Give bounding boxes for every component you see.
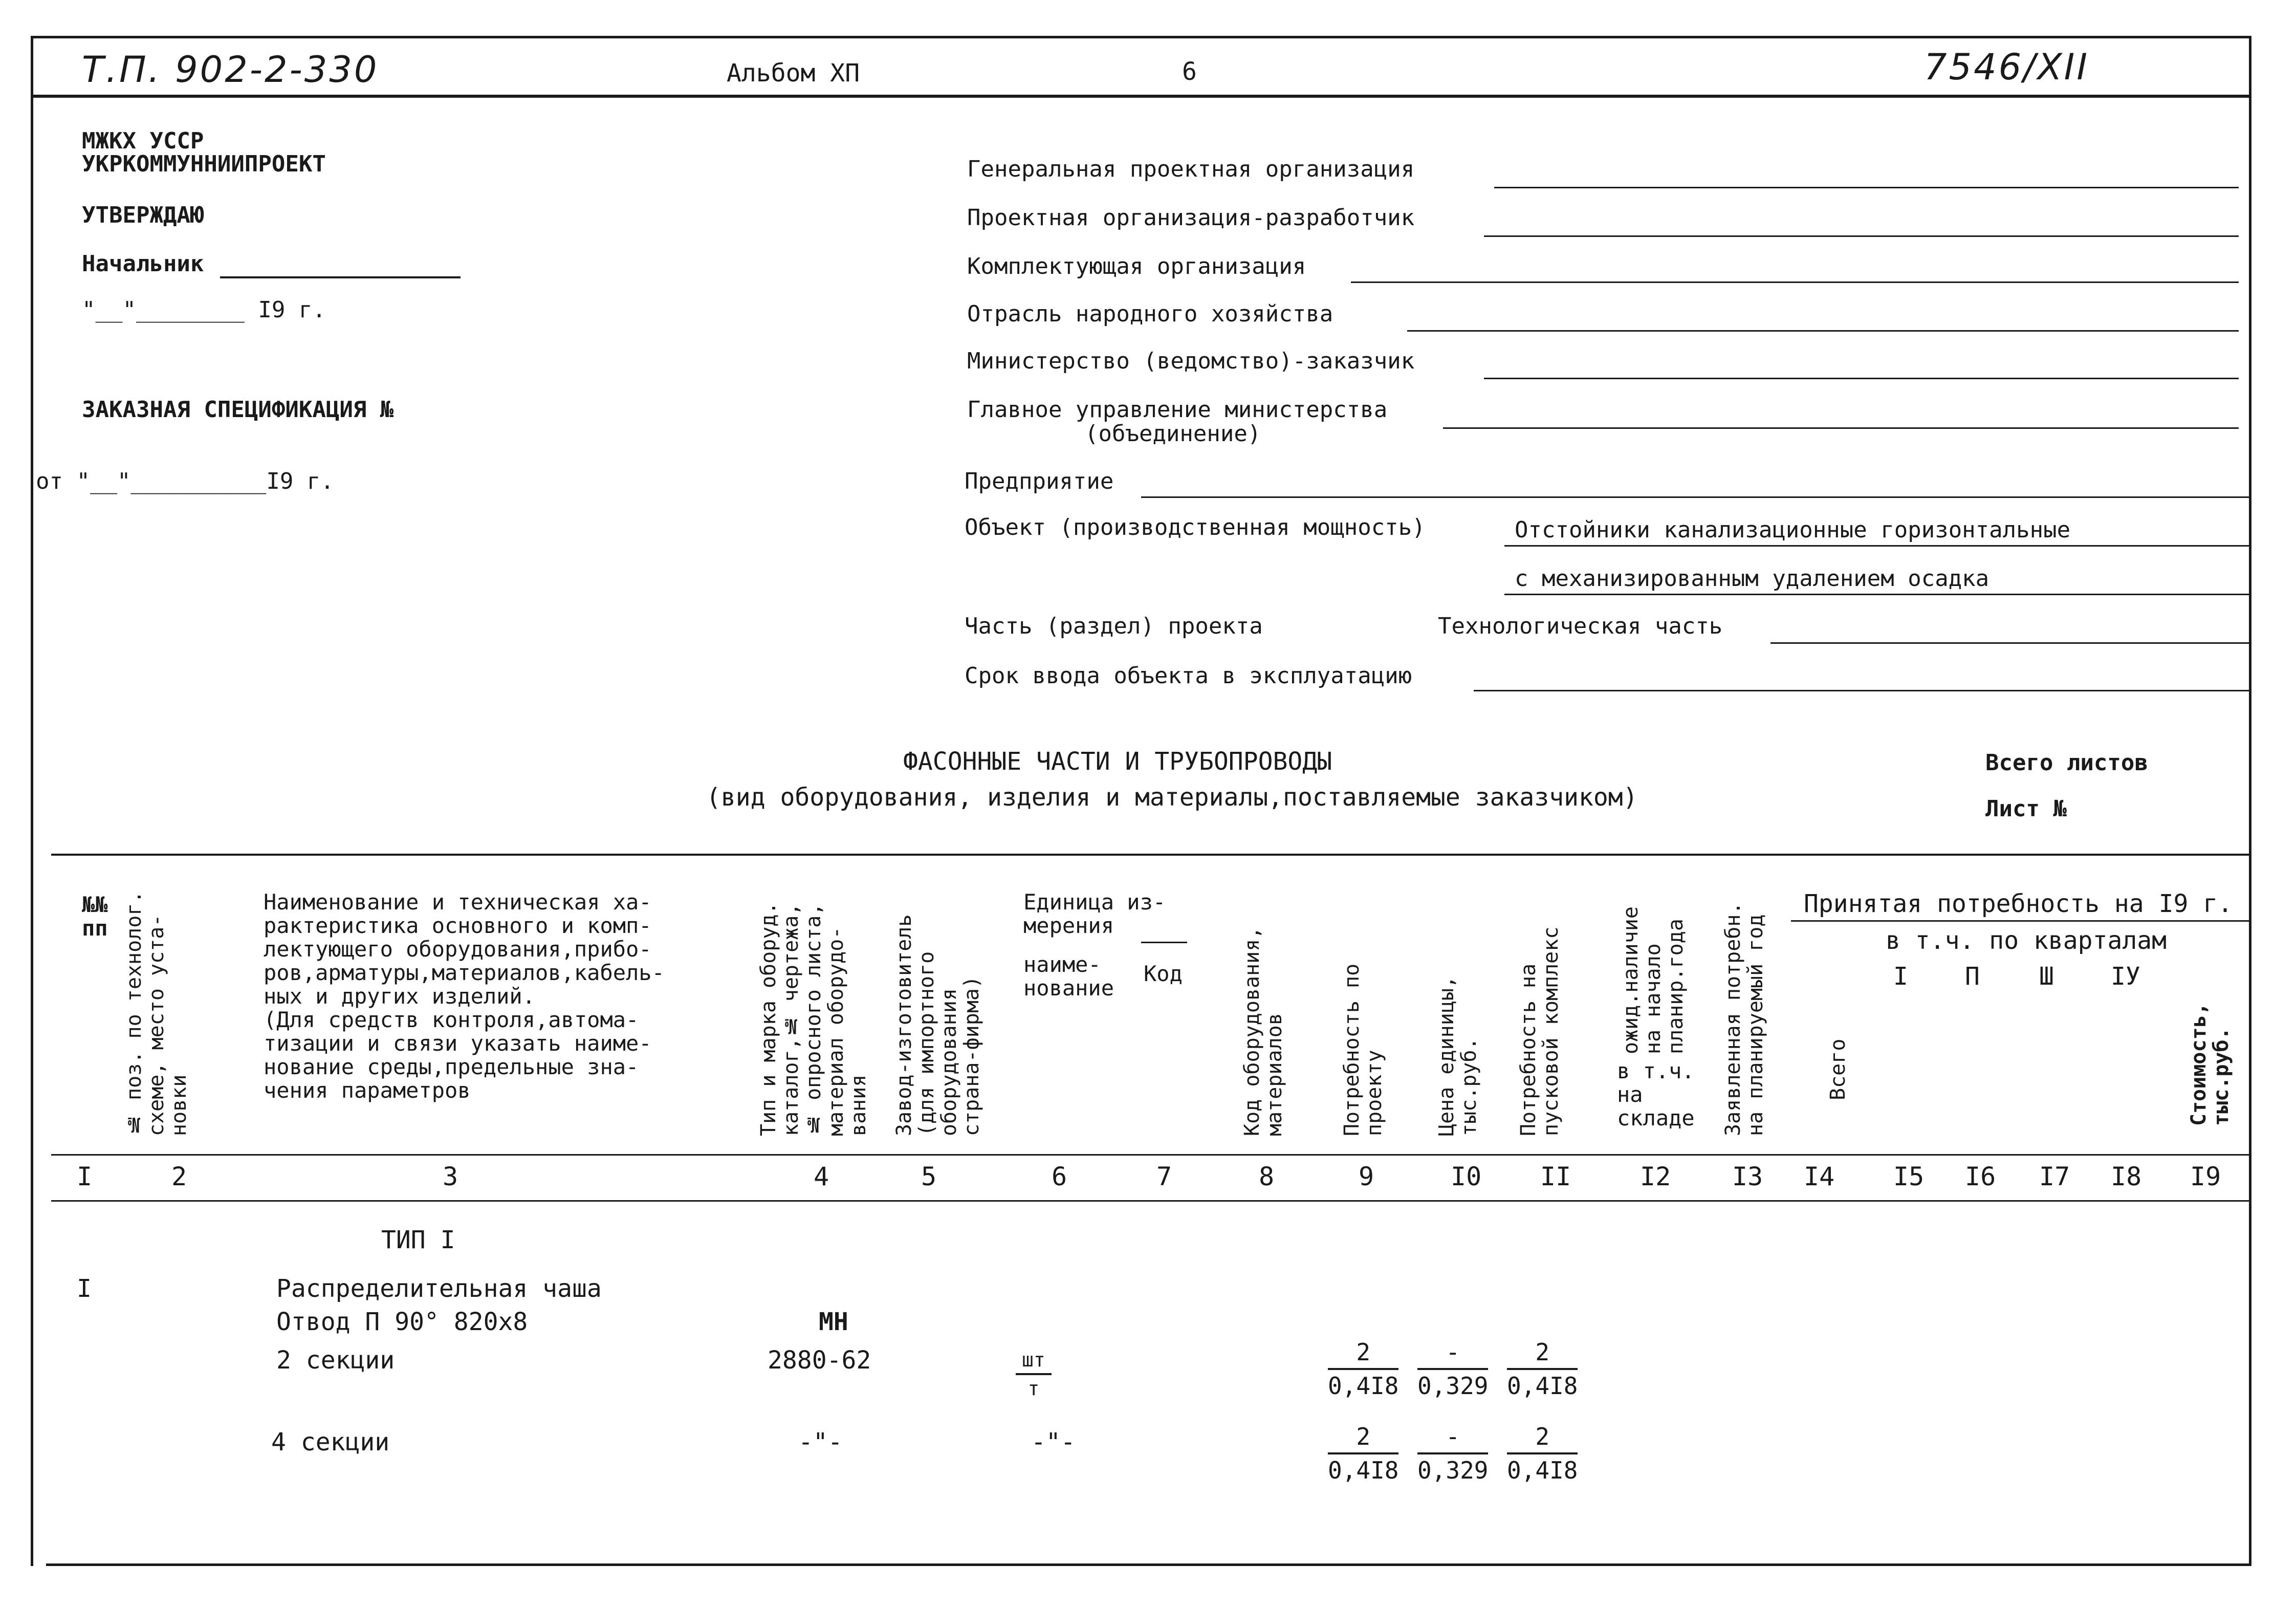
unit-den: т bbox=[1027, 1377, 1040, 1400]
kit-org-line bbox=[1351, 281, 2239, 283]
row-number: I bbox=[77, 1274, 92, 1303]
quarter-3-header: Ш bbox=[2039, 962, 2054, 991]
frac-den: 0,4I8 bbox=[1507, 1372, 1578, 1400]
frac-num: - bbox=[1417, 1423, 1488, 1454]
spec-title: ФАСОННЫЕ ЧАСТИ И ТРУБОПРОВОДЫ bbox=[903, 747, 1332, 776]
frac-num: - bbox=[1417, 1338, 1488, 1370]
row-startup-need bbox=[1507, 1338, 1578, 1400]
quarter-2-header: П bbox=[1965, 962, 1980, 991]
unit-num: шт bbox=[1016, 1349, 1052, 1375]
org-institute: УКРКОММУННИИПРОЕКТ bbox=[82, 151, 326, 177]
col-number: I8 bbox=[2111, 1162, 2142, 1191]
ministry-label: Министерство (ведомство)-заказчик bbox=[967, 348, 1415, 374]
quarter-4-header: IУ bbox=[2111, 962, 2140, 991]
row-name: 4 секции bbox=[271, 1428, 390, 1457]
part-line bbox=[1770, 642, 2249, 644]
col-in-warehouse-header: в т.ч. на складе bbox=[1617, 1058, 1695, 1131]
col-equipment-code-header: Код оборудования, материалов bbox=[1240, 926, 1286, 1136]
col-number: I6 bbox=[1965, 1162, 1996, 1191]
frac-den: 0,329 bbox=[1417, 1372, 1489, 1400]
frac-den: 0,4I8 bbox=[1507, 1457, 1578, 1484]
col-number: I9 bbox=[2190, 1162, 2221, 1191]
row-name: 2 секции bbox=[276, 1346, 395, 1375]
col-number: 5 bbox=[921, 1162, 937, 1191]
row-price bbox=[1417, 1423, 1488, 1484]
order-date: от "__"__________I9 г. bbox=[36, 468, 334, 494]
col-startup-need-header: Потребность на пусковой комплекс bbox=[1517, 926, 1563, 1136]
col-number: I bbox=[77, 1162, 93, 1191]
frame-top2 bbox=[31, 95, 2251, 98]
row-project-need bbox=[1328, 1338, 1398, 1400]
frame-top bbox=[31, 36, 2251, 38]
dev-org-line bbox=[1484, 235, 2239, 237]
sub-item-name: Отвод П 90° 820х8 bbox=[276, 1308, 528, 1336]
col-number: I0 bbox=[1451, 1162, 1482, 1191]
main-dept-label2: (объединение) bbox=[1085, 421, 1261, 447]
quarters-header: в т.ч. по кварталам bbox=[1886, 926, 2167, 955]
total-sheets: Всего листов bbox=[1985, 750, 2148, 776]
deadline-label: Срок ввода объекта в эксплуатацию bbox=[965, 663, 1412, 689]
chief-label: Начальник bbox=[82, 251, 204, 277]
col-number: I7 bbox=[2039, 1162, 2070, 1191]
type-label: ТИП I bbox=[381, 1226, 455, 1254]
col-unit-header: Единица из- мерения bbox=[1023, 889, 1166, 938]
main-dept-line bbox=[1443, 427, 2239, 429]
row-mark: 2880-62 bbox=[768, 1346, 871, 1375]
chief-signature-line bbox=[220, 276, 461, 278]
frac-num: 2 bbox=[1328, 1423, 1398, 1454]
branch-line bbox=[1407, 330, 2239, 332]
part-label: Часть (раздел) проекта bbox=[965, 613, 1263, 639]
object-line-2 bbox=[1504, 594, 2249, 595]
frame-bottom bbox=[46, 1563, 2251, 1566]
col-type-header: Тип и марка оборуд. каталог,№ чертежа, № опросного листа, материал оборудо- вания bbox=[757, 902, 870, 1136]
col-unit-name-header: наиме- нование bbox=[1023, 952, 1114, 1001]
object-value-1: Отстойники канализационные горизонтальные bbox=[1515, 517, 2071, 543]
approve-label: УТВЕРЖДАЮ bbox=[82, 202, 204, 228]
col-name-header: Наименование и техническая ха- рактеристика основного и комп- лектующего оборудования,прибо- ров,арматуры,материалов,кабель- ных и других изделий. (Для средств контроля,автома- тизации и связи указать наиме- нование среды,предельные зна- чения параметров bbox=[264, 889, 665, 1103]
row-price bbox=[1417, 1338, 1488, 1400]
item-name: Распределительная чаша bbox=[276, 1274, 602, 1303]
col-number: 2 bbox=[171, 1162, 187, 1191]
general-org-label: Генеральная проектная организация bbox=[967, 156, 1415, 182]
row-unit: -"- bbox=[1031, 1428, 1076, 1457]
col-price-header: Цена единицы, тыс.руб. bbox=[1435, 975, 1481, 1136]
accepted-need-header: Принятая потребность на I9 г. bbox=[1804, 889, 2233, 918]
col-number: I2 bbox=[1640, 1162, 1671, 1191]
object-line-1 bbox=[1504, 545, 2249, 547]
col-number: I4 bbox=[1804, 1162, 1835, 1191]
col-declared-need-header: Заявленная потребн. на планируемый год bbox=[1721, 902, 1767, 1136]
frac-den: 0,4I8 bbox=[1328, 1372, 1399, 1400]
frame-right bbox=[2249, 36, 2251, 1566]
col-unit-code-header: Код bbox=[1144, 961, 1183, 986]
object-value-2: с механизированным удалением осадка bbox=[1515, 566, 1989, 592]
approve-date: "__"________ I9 г. bbox=[82, 297, 326, 323]
general-org-line bbox=[1494, 187, 2239, 188]
unit-underline bbox=[1141, 942, 1187, 943]
col-expected-stock-header: ожид.наличие на начало планир.года bbox=[1619, 906, 1688, 1054]
col-number: I5 bbox=[1893, 1162, 1925, 1191]
sheet-number: Лист № bbox=[1985, 796, 2067, 822]
col-manufacturer-header: Завод-изготовитель (для импортного оборудования страна-фирма) bbox=[892, 914, 983, 1136]
part-value: Технологическая часть bbox=[1438, 613, 1723, 639]
accepted-underline bbox=[1791, 920, 2251, 922]
col-number: 3 bbox=[443, 1162, 458, 1191]
page-number: 6 bbox=[1182, 57, 1197, 86]
quarter-1-header: I bbox=[1893, 962, 1908, 991]
dev-org-label: Проектная организация-разработчик bbox=[967, 205, 1415, 231]
frac-num: 2 bbox=[1328, 1338, 1398, 1370]
branch-label: Отрасль народного хозяйства bbox=[967, 301, 1333, 327]
deadline-line bbox=[1474, 690, 2249, 691]
header-bottom-line bbox=[51, 1154, 2251, 1156]
album-label: Альбом ХП bbox=[727, 59, 860, 88]
row-startup-need bbox=[1507, 1423, 1578, 1484]
colnum-bottom-line bbox=[51, 1200, 2251, 1202]
table-top-line bbox=[51, 854, 2251, 856]
frac-den: 0,4I8 bbox=[1328, 1457, 1399, 1484]
col-pp-header: №№ пп bbox=[82, 892, 108, 941]
frac-num: 2 bbox=[1507, 1338, 1578, 1370]
frac-num: 2 bbox=[1507, 1423, 1578, 1454]
row-project-need bbox=[1328, 1423, 1398, 1484]
row-unit bbox=[1016, 1349, 1052, 1400]
row-mark: -"- bbox=[798, 1428, 843, 1457]
main-dept-label: Главное управление министерства bbox=[967, 397, 1388, 423]
col-number: II bbox=[1540, 1162, 1571, 1191]
doc-code: 7546/ХІІ bbox=[1924, 46, 2089, 88]
ministry-line bbox=[1484, 378, 2239, 379]
col-number: 4 bbox=[814, 1162, 829, 1191]
project-number: Т.П. 902-2-330 bbox=[82, 49, 379, 91]
mark-label: МН bbox=[819, 1308, 848, 1336]
frac-den: 0,329 bbox=[1417, 1457, 1489, 1484]
object-label: Объект (производственная мощность) bbox=[965, 514, 1426, 540]
kit-org-label: Комплектующая организация bbox=[967, 253, 1306, 279]
frame-left bbox=[31, 36, 33, 1566]
enterprise-line bbox=[1141, 496, 2249, 498]
org-ministry: МЖКХ УССР bbox=[82, 128, 204, 154]
order-spec-title: ЗАКАЗНАЯ СПЕЦИФИКАЦИЯ № bbox=[82, 397, 394, 423]
col-number: 9 bbox=[1359, 1162, 1374, 1191]
col-number: 6 bbox=[1052, 1162, 1067, 1191]
col-number: 8 bbox=[1259, 1162, 1275, 1191]
col-number: I3 bbox=[1732, 1162, 1763, 1191]
col-position-header: № поз. по технолог. схеме, место уста- новки bbox=[122, 890, 191, 1136]
col-total-header: Всего bbox=[1826, 1038, 1850, 1100]
col-cost-header: Стоимость, тыс.руб. bbox=[2187, 1003, 2233, 1126]
col-number: 7 bbox=[1156, 1162, 1172, 1191]
enterprise-label: Предприятие bbox=[965, 468, 1114, 494]
spec-subtitle: (вид оборудования, изделия и материалы,поставляемые заказчиком) bbox=[706, 783, 1638, 812]
col-project-need-header: Потребность по проекту bbox=[1340, 963, 1386, 1136]
